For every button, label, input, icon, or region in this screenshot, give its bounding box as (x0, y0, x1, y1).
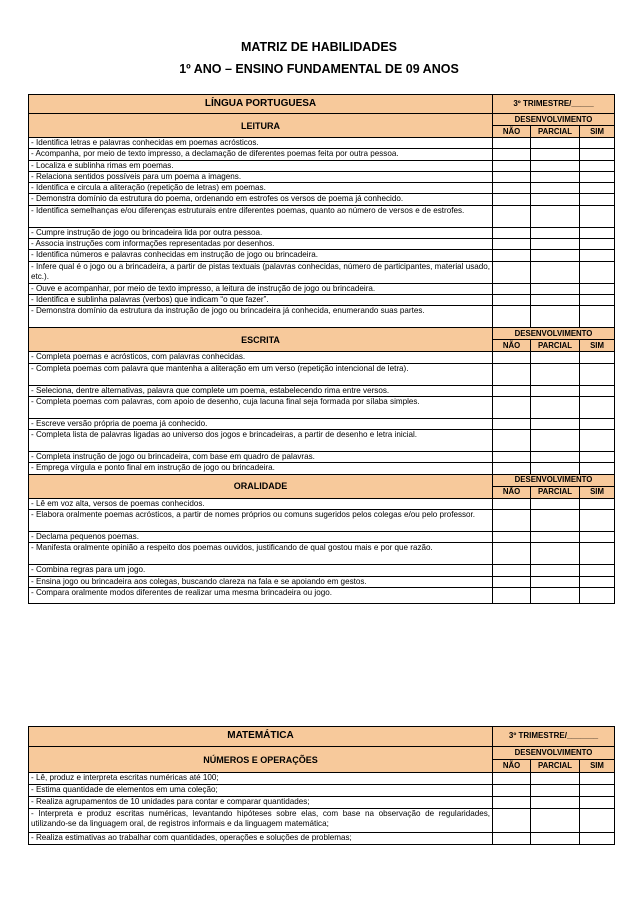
check-cell-sim[interactable] (580, 183, 615, 194)
oralidade-col-sim: SIM (580, 486, 615, 498)
check-cell-nao[interactable] (493, 565, 531, 576)
check-cell-sim[interactable] (580, 797, 615, 809)
check-cell-sim[interactable] (580, 194, 615, 205)
check-cell-parcial[interactable] (531, 797, 580, 809)
skill-text: - Lê em voz alta, versos de poemas conhecidos. (29, 498, 493, 509)
check-cell-nao[interactable] (493, 576, 531, 587)
skill-row (29, 430, 615, 452)
skill-text: - Cumpre instrução de jogo ou brincadeira lida por outra pessoa. (29, 227, 493, 238)
skill-row (29, 510, 615, 532)
skill-text: - Realiza agrupamentos de 10 unidades para contar e comparar quantidades; (29, 797, 493, 809)
skill-row (29, 261, 615, 283)
skill-text: - Completa poemas com palavra que mantenha a aliteração em um verso (repetição intencional de letra). (29, 363, 493, 385)
numeros-header-row (29, 747, 615, 760)
check-cell-nao[interactable] (493, 306, 531, 328)
skill-text: - Elabora oralmente poemas acrósticos, a partir de nomes próprios ou comuns sugeridos pelos colegas e/ou pelo professor. (29, 510, 493, 532)
check-cell-parcial[interactable] (531, 294, 580, 305)
skill-row (29, 543, 615, 565)
skill-row (29, 833, 615, 845)
check-cell-parcial[interactable] (531, 809, 580, 833)
check-cell-parcial[interactable] (531, 239, 580, 250)
check-cell-nao[interactable] (493, 418, 531, 429)
check-cell-parcial[interactable] (531, 833, 580, 845)
skill-row (29, 138, 615, 149)
skill-row (29, 250, 615, 261)
check-cell-parcial[interactable] (531, 227, 580, 238)
oralidade-label: ORALIDADE (29, 474, 493, 498)
check-cell-parcial[interactable] (531, 283, 580, 294)
check-cell-sim[interactable] (580, 463, 615, 474)
check-cell-parcial[interactable] (531, 418, 580, 429)
check-cell-nao[interactable] (493, 396, 531, 418)
leitura-label: LEITURA (29, 114, 493, 138)
check-cell-sim[interactable] (580, 227, 615, 238)
skill-row (29, 363, 615, 385)
skill-row (29, 587, 615, 603)
check-cell-parcial[interactable] (531, 498, 580, 509)
check-cell-sim[interactable] (580, 294, 615, 305)
skill-text: - Completa poemas com palavras, com apoio de desenho, cuja lacuna final seja formada por sílaba simples. (29, 396, 493, 418)
skill-row (29, 183, 615, 194)
check-cell-nao[interactable] (493, 250, 531, 261)
skill-row (29, 498, 615, 509)
check-cell-parcial[interactable] (531, 205, 580, 227)
check-cell-nao[interactable] (493, 183, 531, 194)
check-cell-parcial[interactable] (531, 183, 580, 194)
check-cell-parcial[interactable] (531, 385, 580, 396)
check-cell-nao[interactable] (493, 797, 531, 809)
check-cell-nao[interactable] (493, 294, 531, 305)
skill-text: - Completa poemas e acrósticos, com palavras conhecidas. (29, 352, 493, 363)
skill-row (29, 149, 615, 160)
skill-row (29, 160, 615, 171)
check-cell-sim[interactable] (580, 565, 615, 576)
check-cell-nao[interactable] (493, 498, 531, 509)
check-cell-parcial[interactable] (531, 510, 580, 532)
leitura-development-header: DESENVOLVIMENTO (493, 114, 615, 126)
check-cell-parcial[interactable] (531, 138, 580, 149)
check-cell-nao[interactable] (493, 785, 531, 797)
skill-text: - Demonstra domínio da estrutura da instrução de jogo ou brincadeira já conhecida, enumerando suas partes. (29, 306, 493, 328)
skill-text: - Ouve e acompanhar, por meio de texto impresso, a leitura de instrução de jogo ou brincadeira. (29, 283, 493, 294)
check-cell-parcial[interactable] (531, 785, 580, 797)
check-cell-sim[interactable] (580, 418, 615, 429)
check-cell-sim[interactable] (580, 261, 615, 283)
skill-row (29, 565, 615, 576)
check-cell-sim[interactable] (580, 283, 615, 294)
skill-text: - Completa instrução de jogo ou brincadeira, com base em quadro de palavras. (29, 452, 493, 463)
doc-subtitle: 1º ANO – ENSINO FUNDAMENTAL DE 09 ANOS (179, 62, 459, 76)
check-cell-parcial[interactable] (531, 576, 580, 587)
skill-row (29, 418, 615, 429)
check-cell-nao[interactable] (493, 463, 531, 474)
check-cell-nao[interactable] (493, 363, 531, 385)
leitura-col-parcial: PARCIAL (531, 126, 580, 138)
check-cell-parcial[interactable] (531, 543, 580, 565)
check-cell-sim[interactable] (580, 452, 615, 463)
skill-row (29, 452, 615, 463)
check-cell-sim[interactable] (580, 498, 615, 509)
check-cell-nao[interactable] (493, 452, 531, 463)
check-cell-nao[interactable] (493, 543, 531, 565)
check-cell-nao[interactable] (493, 283, 531, 294)
skill-text: - Declama pequenos poemas. (29, 532, 493, 543)
check-cell-nao[interactable] (493, 205, 531, 227)
check-cell-sim[interactable] (580, 809, 615, 833)
check-cell-nao[interactable] (493, 227, 531, 238)
skill-text: - Seleciona, dentre alternativas, palavra que complete um poema, estabelecendo rima entre versos. (29, 385, 493, 396)
check-cell-nao[interactable] (493, 352, 531, 363)
check-cell-sim[interactable] (580, 532, 615, 543)
check-cell-nao[interactable] (493, 773, 531, 785)
skill-text: - Demonstra domínio da estrutura do poema, ordenando em estrofes os versos de poema já conhecido. (29, 194, 493, 205)
skill-text: - Identifica letras e palavras conhecidas em poemas acrósticos. (29, 138, 493, 149)
skill-text: - Identifica semelhanças e/ou diferenças estruturais entre diferentes poemas, quanto ao número de versos e de estrofes. (29, 205, 493, 227)
numeros-col-nao: NÃO (493, 760, 531, 773)
check-cell-parcial[interactable] (531, 565, 580, 576)
check-cell-nao[interactable] (493, 160, 531, 171)
check-cell-sim[interactable] (580, 785, 615, 797)
doc-title: MATRIZ DE HABILIDADES (240, 40, 397, 54)
portuguese-table (28, 94, 615, 604)
check-cell-parcial[interactable] (531, 194, 580, 205)
check-cell-sim[interactable] (580, 510, 615, 532)
check-cell-nao[interactable] (493, 510, 531, 532)
check-cell-parcial[interactable] (531, 773, 580, 785)
check-cell-nao[interactable] (493, 261, 531, 283)
check-cell-nao[interactable] (493, 532, 531, 543)
check-cell-sim[interactable] (580, 250, 615, 261)
skill-text: - Associa instruções com informações representadas por desenhos. (29, 239, 493, 250)
check-cell-parcial[interactable] (531, 363, 580, 385)
skill-text: - Relaciona sentidos possíveis para um poema a imagens. (29, 171, 493, 182)
skill-text: - Estima quantidade de elementos em uma coleção; (29, 785, 493, 797)
skill-row (29, 532, 615, 543)
skill-text: - Identifica números e palavras conhecidas em instrução de jogo ou brincadeira. (29, 250, 493, 261)
skill-row (29, 194, 615, 205)
skill-row (29, 797, 615, 809)
skill-text: - Compara oralmente modos diferentes de realizar uma mesma brincadeira ou jogo. (29, 587, 493, 603)
check-cell-parcial[interactable] (531, 396, 580, 418)
check-cell-sim[interactable] (580, 149, 615, 160)
numeros-development-header: DESENVOLVIMENTO (493, 747, 615, 760)
skill-row (29, 352, 615, 363)
leitura-header-row (29, 114, 615, 126)
numeros-col-sim: SIM (580, 760, 615, 773)
check-cell-sim[interactable] (580, 576, 615, 587)
leitura-col-sim: SIM (580, 126, 615, 138)
check-cell-nao[interactable] (493, 171, 531, 182)
skill-text: - Emprega vírgula e ponto final em instrução de jogo ou brincadeira. (29, 463, 493, 474)
check-cell-sim[interactable] (580, 205, 615, 227)
skill-text: - Identifica e circula a aliteração (repetição de letras) em poemas. (29, 183, 493, 194)
check-cell-sim[interactable] (580, 543, 615, 565)
oralidade-col-parcial: PARCIAL (531, 486, 580, 498)
check-cell-sim[interactable] (580, 352, 615, 363)
portuguese-trimestre: 3º TRIMESTRE/_____ (493, 95, 615, 114)
check-cell-parcial[interactable] (531, 587, 580, 603)
skill-row (29, 239, 615, 250)
check-cell-nao[interactable] (493, 149, 531, 160)
skill-text: - Ensina jogo ou brincadeira aos colegas, buscando clareza na fala e se apoiando em gestos. (29, 576, 493, 587)
skill-row (29, 785, 615, 797)
skill-text: - Identifica e sublinha palavras (verbos) que indicam “o que fazer”. (29, 294, 493, 305)
skill-row (29, 385, 615, 396)
check-cell-parcial[interactable] (531, 532, 580, 543)
check-cell-sim[interactable] (580, 160, 615, 171)
check-cell-parcial[interactable] (531, 160, 580, 171)
check-cell-parcial[interactable] (531, 250, 580, 261)
check-cell-nao[interactable] (493, 385, 531, 396)
check-cell-sim[interactable] (580, 138, 615, 149)
check-cell-parcial[interactable] (531, 430, 580, 452)
math-table (28, 726, 615, 845)
skill-text: - Manifesta oralmente opinião a respeito dos poemas ouvidos, justificando de qual gostou mais e por que razão. (29, 543, 493, 565)
check-cell-parcial[interactable] (531, 149, 580, 160)
check-cell-parcial[interactable] (531, 452, 580, 463)
skill-text: - Localiza e sublinha rimas em poemas. (29, 160, 493, 171)
skill-text: - Completa lista de palavras ligadas ao universo dos jogos e brincadeiras, a partir de desenho e letra inicial. (29, 430, 493, 452)
check-cell-sim[interactable] (580, 171, 615, 182)
check-cell-sim[interactable] (580, 385, 615, 396)
escrita-col-parcial: PARCIAL (531, 340, 580, 352)
skill-text: - Escreve versão própria de poema já conhecido. (29, 418, 493, 429)
portuguese-title-row (29, 95, 615, 114)
check-cell-sim[interactable] (580, 363, 615, 385)
check-cell-sim[interactable] (580, 587, 615, 603)
skill-text: - Infere qual é o jogo ou a brincadeira, a partir de pistas textuais (palavras conhecidas, número de participantes, material usado, etc.). (29, 261, 493, 283)
check-cell-sim[interactable] (580, 396, 615, 418)
check-cell-sim[interactable] (580, 833, 615, 845)
escrita-col-nao: NÃO (493, 340, 531, 352)
check-cell-nao[interactable] (493, 138, 531, 149)
skill-row (29, 463, 615, 474)
skill-row (29, 294, 615, 305)
leitura-col-nao: NÃO (493, 126, 531, 138)
skill-row (29, 306, 615, 328)
check-cell-parcial[interactable] (531, 463, 580, 474)
escrita-col-sim: SIM (580, 340, 615, 352)
check-cell-sim[interactable] (580, 239, 615, 250)
escrita-development-header: DESENVOLVIMENTO (493, 328, 615, 340)
skill-row (29, 576, 615, 587)
skill-row (29, 773, 615, 785)
skill-row (29, 171, 615, 182)
check-cell-parcial[interactable] (531, 352, 580, 363)
numeros-label: NÚMEROS E OPERAÇÕES (29, 747, 493, 773)
check-cell-nao[interactable] (493, 587, 531, 603)
numeros-col-parcial: PARCIAL (531, 760, 580, 773)
portuguese-title: LÍNGUA PORTUGUESA (29, 95, 493, 114)
skill-text: - Acompanha, por meio de texto impresso, a declamação de diferentes poemas feita por outra pessoa. (29, 149, 493, 160)
skill-row (29, 396, 615, 418)
check-cell-nao[interactable] (493, 239, 531, 250)
oralidade-col-nao: NÃO (493, 486, 531, 498)
check-cell-nao[interactable] (493, 809, 531, 833)
skill-text: - Interpreta e produz escritas numéricas, levantando hipóteses sobre elas, com base na observação de regularidades, utilizando-se da linguagem oral, de registros informais e da linguagem matemática; (29, 809, 493, 833)
check-cell-nao[interactable] (493, 194, 531, 205)
oralidade-header-row (29, 474, 615, 486)
check-cell-parcial[interactable] (531, 171, 580, 182)
skill-text: - Realiza estimativas ao trabalhar com quantidades, operações e soluções de problemas; (29, 833, 493, 845)
skill-row (29, 227, 615, 238)
skill-text: - Lê, produz e interpreta escritas numéricas até 100; (29, 773, 493, 785)
escrita-label: ESCRITA (29, 328, 493, 352)
check-cell-parcial[interactable] (531, 261, 580, 283)
skill-row (29, 205, 615, 227)
check-cell-sim[interactable] (580, 773, 615, 785)
check-cell-sim[interactable] (580, 430, 615, 452)
oralidade-development-header: DESENVOLVIMENTO (493, 474, 615, 486)
check-cell-nao[interactable] (493, 833, 531, 845)
math-trimestre: 3º TRIMESTRE/_______ (493, 727, 615, 747)
math-title: MATEMÁTICA (29, 727, 493, 747)
escrita-header-row (29, 328, 615, 340)
check-cell-parcial[interactable] (531, 306, 580, 328)
check-cell-nao[interactable] (493, 430, 531, 452)
math-title-row (29, 727, 615, 747)
check-cell-sim[interactable] (580, 306, 615, 328)
skill-text: - Combina regras para um jogo. (29, 565, 493, 576)
skill-row (29, 809, 615, 833)
skill-row (29, 283, 615, 294)
